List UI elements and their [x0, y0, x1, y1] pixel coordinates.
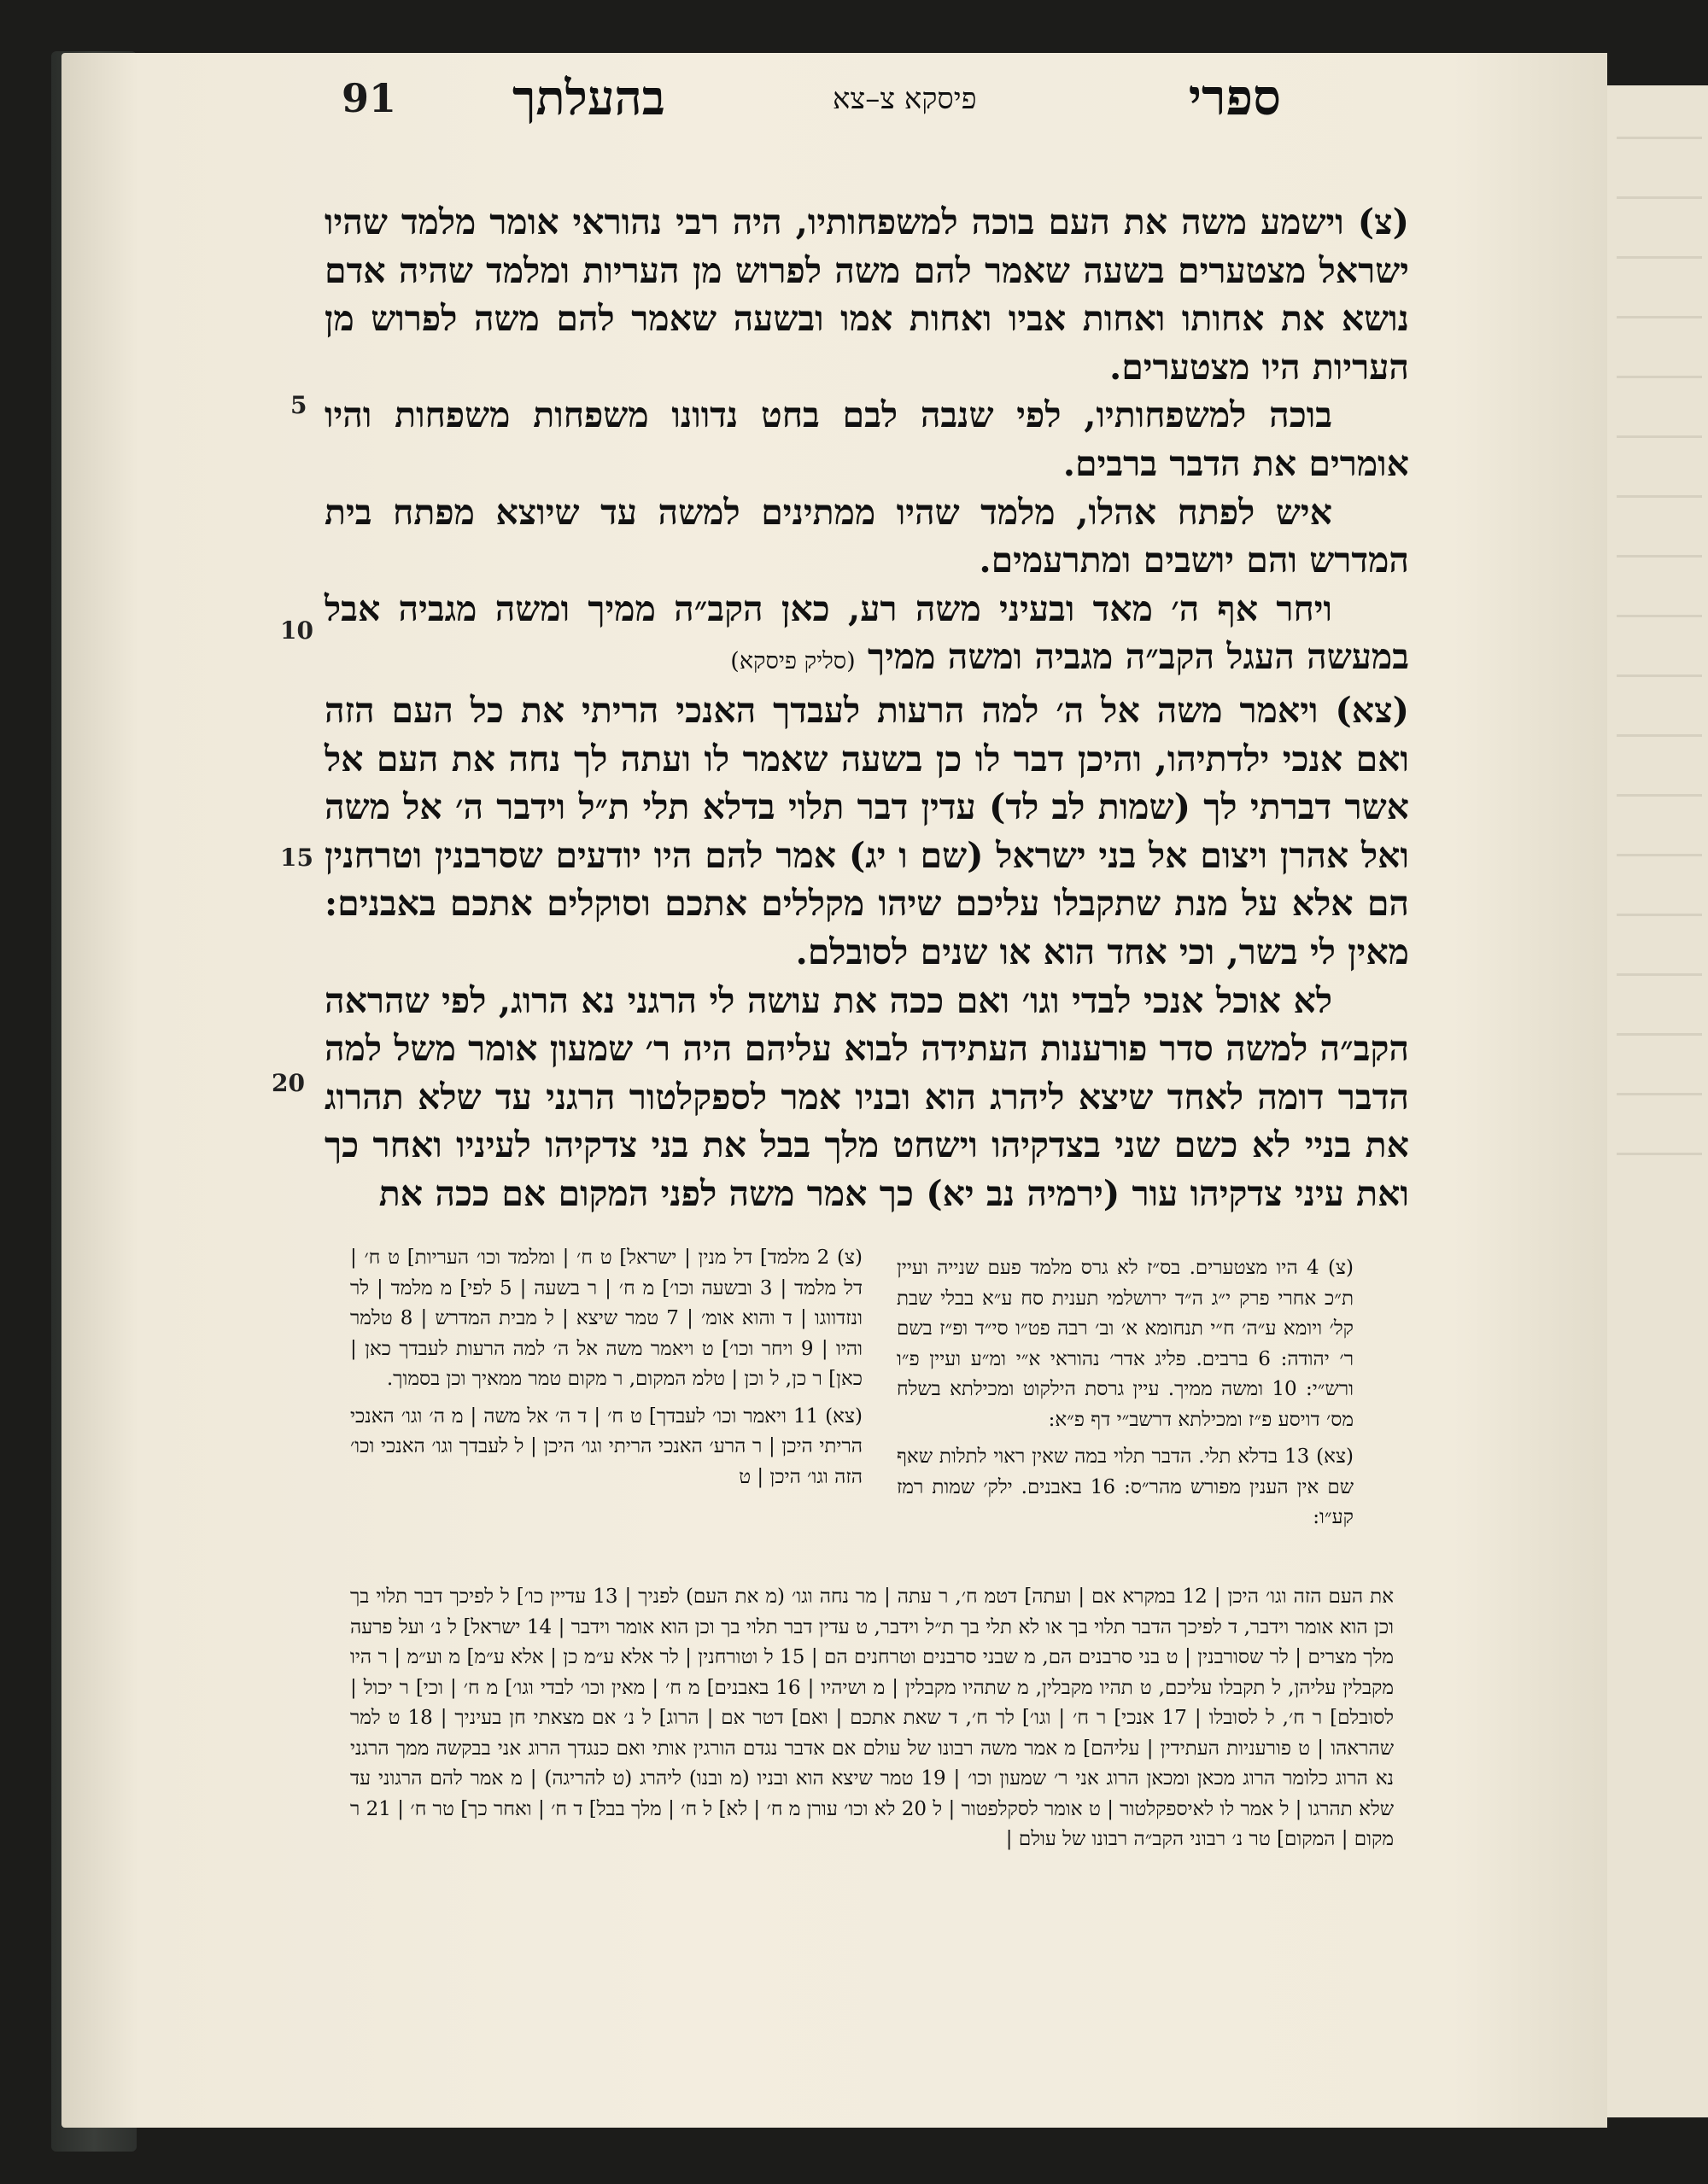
commentary-notes: [897, 1253, 1354, 1533]
note-paragraph: (צ) 2 מלמד] דל מנין | ישראל] ט ח׳ | ומלמד וכו׳ העריות] ט ח׳ | דל מלמד | 3 ובשעה וכו׳] מ ח׳ | ר בשעה | 5 לפי] מ מלמד | לר ונזדווגו | ד והוא אומ׳ | 7 טמר שיצא | ל מבית המדרש | 8 טלמר והיו | 9 ויחר וכו׳] ט ויאמר משה אל ה׳ למה הרעות לעבדך כאן | כאן] ר כן, ל וכן | טלמ המקום, ר מקום טמר ממאיך וכן בסמוך.: [350, 1247, 863, 1390]
facing-page-edge: [1601, 85, 1708, 2117]
book-title: ספרי: [1188, 68, 1281, 126]
variant-readings: [350, 1243, 863, 1492]
paragraph: איש לפתח אהלו, מלמד שהיו ממתינים למשה עד שיוצא מפתח בית המדרש והם יושבים ומתרעמים.: [325, 491, 1409, 581]
line-number: 10: [280, 616, 313, 645]
paragraph: (צא) ויאמר משה אל ה׳ למה הרעות לעבדך האנכי הריתי את כל העם הזה ואם אנכי ילדתיהו, והיכן דבר לו כן בשעה שאמר לו ועתה לך נחה את העם אל אשר דברתי לך (שמות לב לד) עדין דבר תלוי בדלא תלי ת״ל וידבר ה׳ אל משה ואל אהרן ויצום אל בני ישראל (שם ו יג) אמר להם היו יודעים שסרבנין וטרחנין הם אלא על מנת שתקבלו עליכם שיהו מקללים אתכם וסוקלים אתכם באבנים: מאין לי בשר, וכי אחד הוא או שנים לסובלם.: [325, 689, 1409, 972]
section-range: פיסקא צ–צא: [833, 82, 977, 116]
main-text: [325, 198, 1409, 1218]
paragraph: [325, 585, 1409, 686]
note-paragraph: (צ) 4 היו מצטערים. בס״ז לא גרס מלמד פעם שנייה ועיין ת״כ אחרי פרק י״ג ה״ד ירושלמי תענית סח ע״א בבלי שבת קל׳ ויומא ע״ה׳ ח״י תנחומא א׳ וב׳ רבה פט״ו סי״ד ופ״ז בשם ר׳ יהודה: 6 ברבים. פליג אדר׳ נהוראי א״י ומ״ע ועיין פ״ו ורש״י: 10 ומשה ממיך. עיין גרסת הילקוט ומכילתא בשלח מס׳ דויסע פ״ז ומכילתא דרשב״י דף פ״א:: [897, 1257, 1354, 1431]
line-number: 15: [280, 844, 313, 872]
line-number: 20: [272, 1069, 305, 1097]
note-paragraph: את העם הזה וגו׳ היכן | 12 במקרא אם | ועתה] דטמ ח׳, ר עתה | מר נחה וגו׳ (מ את העם) לפניך | 13 עדיין כו׳] ל לפיכך דבר תלוי בך וכן הוא אומר וידבר, ד לפיכך הדבר תלוי בך או לא תלי בך ת״ל וידבר, ט עדין דבר תלוי בך וכן הוא אומר וידבר | 14 ישראל] ל נ׳ ועל פרעה מלך מצרים | לר שסורבנין | ט בני סרבנים הם, מ שבני סרבנים וטרחנים הם | 15 ל וטורחנין | לר אלא ע״מ כן | אלא ע״מ] מ וע״מ | ר היו מקבלין עליהן, ל תקבלו עליכם, ט תהיו מקבלין, מ שתהיו מקבלין | מ ושיהיו | 16 באבנים] מ ח׳ | מאין וכו׳ לבדי וגו׳] מ ח׳ | וכי] ר יכול | לסובלם] ר ח׳, ל לסובלו | 17 אנכי] ר ח׳ | וגו׳] לר ח׳, ד שאת אתכם | ואם] דטר אם | הרוג] ל נ׳ אם מצאתי חן בעיניך | 18 ט למר שהראהו | ט פורעניות העתידין | עליהם] מ אמר משה רבונו של עולם אם אדבר נגדם הורגין אותי ואם כנגדך הרוג אני בבקשה ממך הרגני נא הרוג כלומר הרוג מכאן ומכאן הרוג אני ר׳ שמעון וכו׳ | 19 טמר שיצא הוא ובניו (מ ובנו) ליהרג (ט להריגה) | מ אמר להם הרגוני עד שלא תהרגו | ל אמר לו לאיספקלטור | ט אומר לסקלפטור | ל 20 לא וכו׳ עורן מ ח׳ | לא] ל ח׳ | מלך בבל] ד ח׳ | ואחר כך] טר ח׳ | 21 ר מקום | המקום] טר נ׳ רבוני הקב״ה רבונו של עולם |: [350, 1585, 1395, 1850]
page-number: 91: [342, 75, 397, 121]
note-paragraph: (צא) 13 בדלא תלי. הדבר תלוי במה שאין ראוי לתלות שאף שם אין הענין מפורש מהר״ס: 16 באבנים. ילק׳ שמות רמז קע״ו:: [897, 1445, 1354, 1528]
running-title: בהעלתך: [512, 70, 665, 126]
variant-readings-continued: [350, 1582, 1394, 1855]
paragraph: לא אוכל אנכי לבדי וגו׳ ואם ככה את עושה לי הרגני נא הרוג, לפי שהראה הקב״ה למשה סדר פורענות העתידה לבוא עליהם היה ר׳ שמעון אומר משל למה הדבר דומה לאחד שיצא ליהרג הוא ובניו אמר לספקלטור הרגני עד שלא תהרוג את בניי לא כשם שני בצדקיהו וישחט מלך בבל את בני צדקיהו לעיניו ואחר כך ואת עיני צדקיהו עור (ירמיה נב יא) כך אמר משה לפני המקום אם ככה את: [325, 979, 1409, 1214]
paragraph-text: ויחר אף ה׳ מאד ובעיני משה רע, כאן הקב״ה ממיך ומשה מגביה אבל במעשה העגל הקב״ה מגביה ומשה ממיך: [325, 587, 1409, 678]
section-end-marker: (סליק פיסקא): [730, 648, 856, 675]
paragraph: בוכה למשפחותיו, לפי שנבה לבם בחט נדוונו משפחות משפחות והיו אומרים את הדבר ברבים.: [325, 394, 1409, 484]
note-paragraph: (צא) 11 ויאמר וכו׳ לעבדך] ט ח׳ | ד ה׳ אל משה | מ ה׳ וגו׳ האנכי הריתי היכן | ר הרע׳ האנכי הריתי וגו׳ היכן | ל לעבדך וגו׳ האנכי וכו׳ הזה וגו׳ היכן | ט: [350, 1404, 863, 1488]
page-header: [342, 68, 1281, 169]
paragraph: (צ) וישמע משה את העם בוכה למשפחותיו, היה רבי נהוראי אומר מלמד שהיו ישראל מצטערים בשעה שאמר להם משה לפרוש מן העריות ומלמד שהיה אדם נושא את אחותו ואחות אביו ואחות אמו ובשעה שאמר להם משה לפרוש מן העריות היו מצטערים.: [325, 201, 1409, 388]
line-number: 5: [290, 391, 307, 419]
